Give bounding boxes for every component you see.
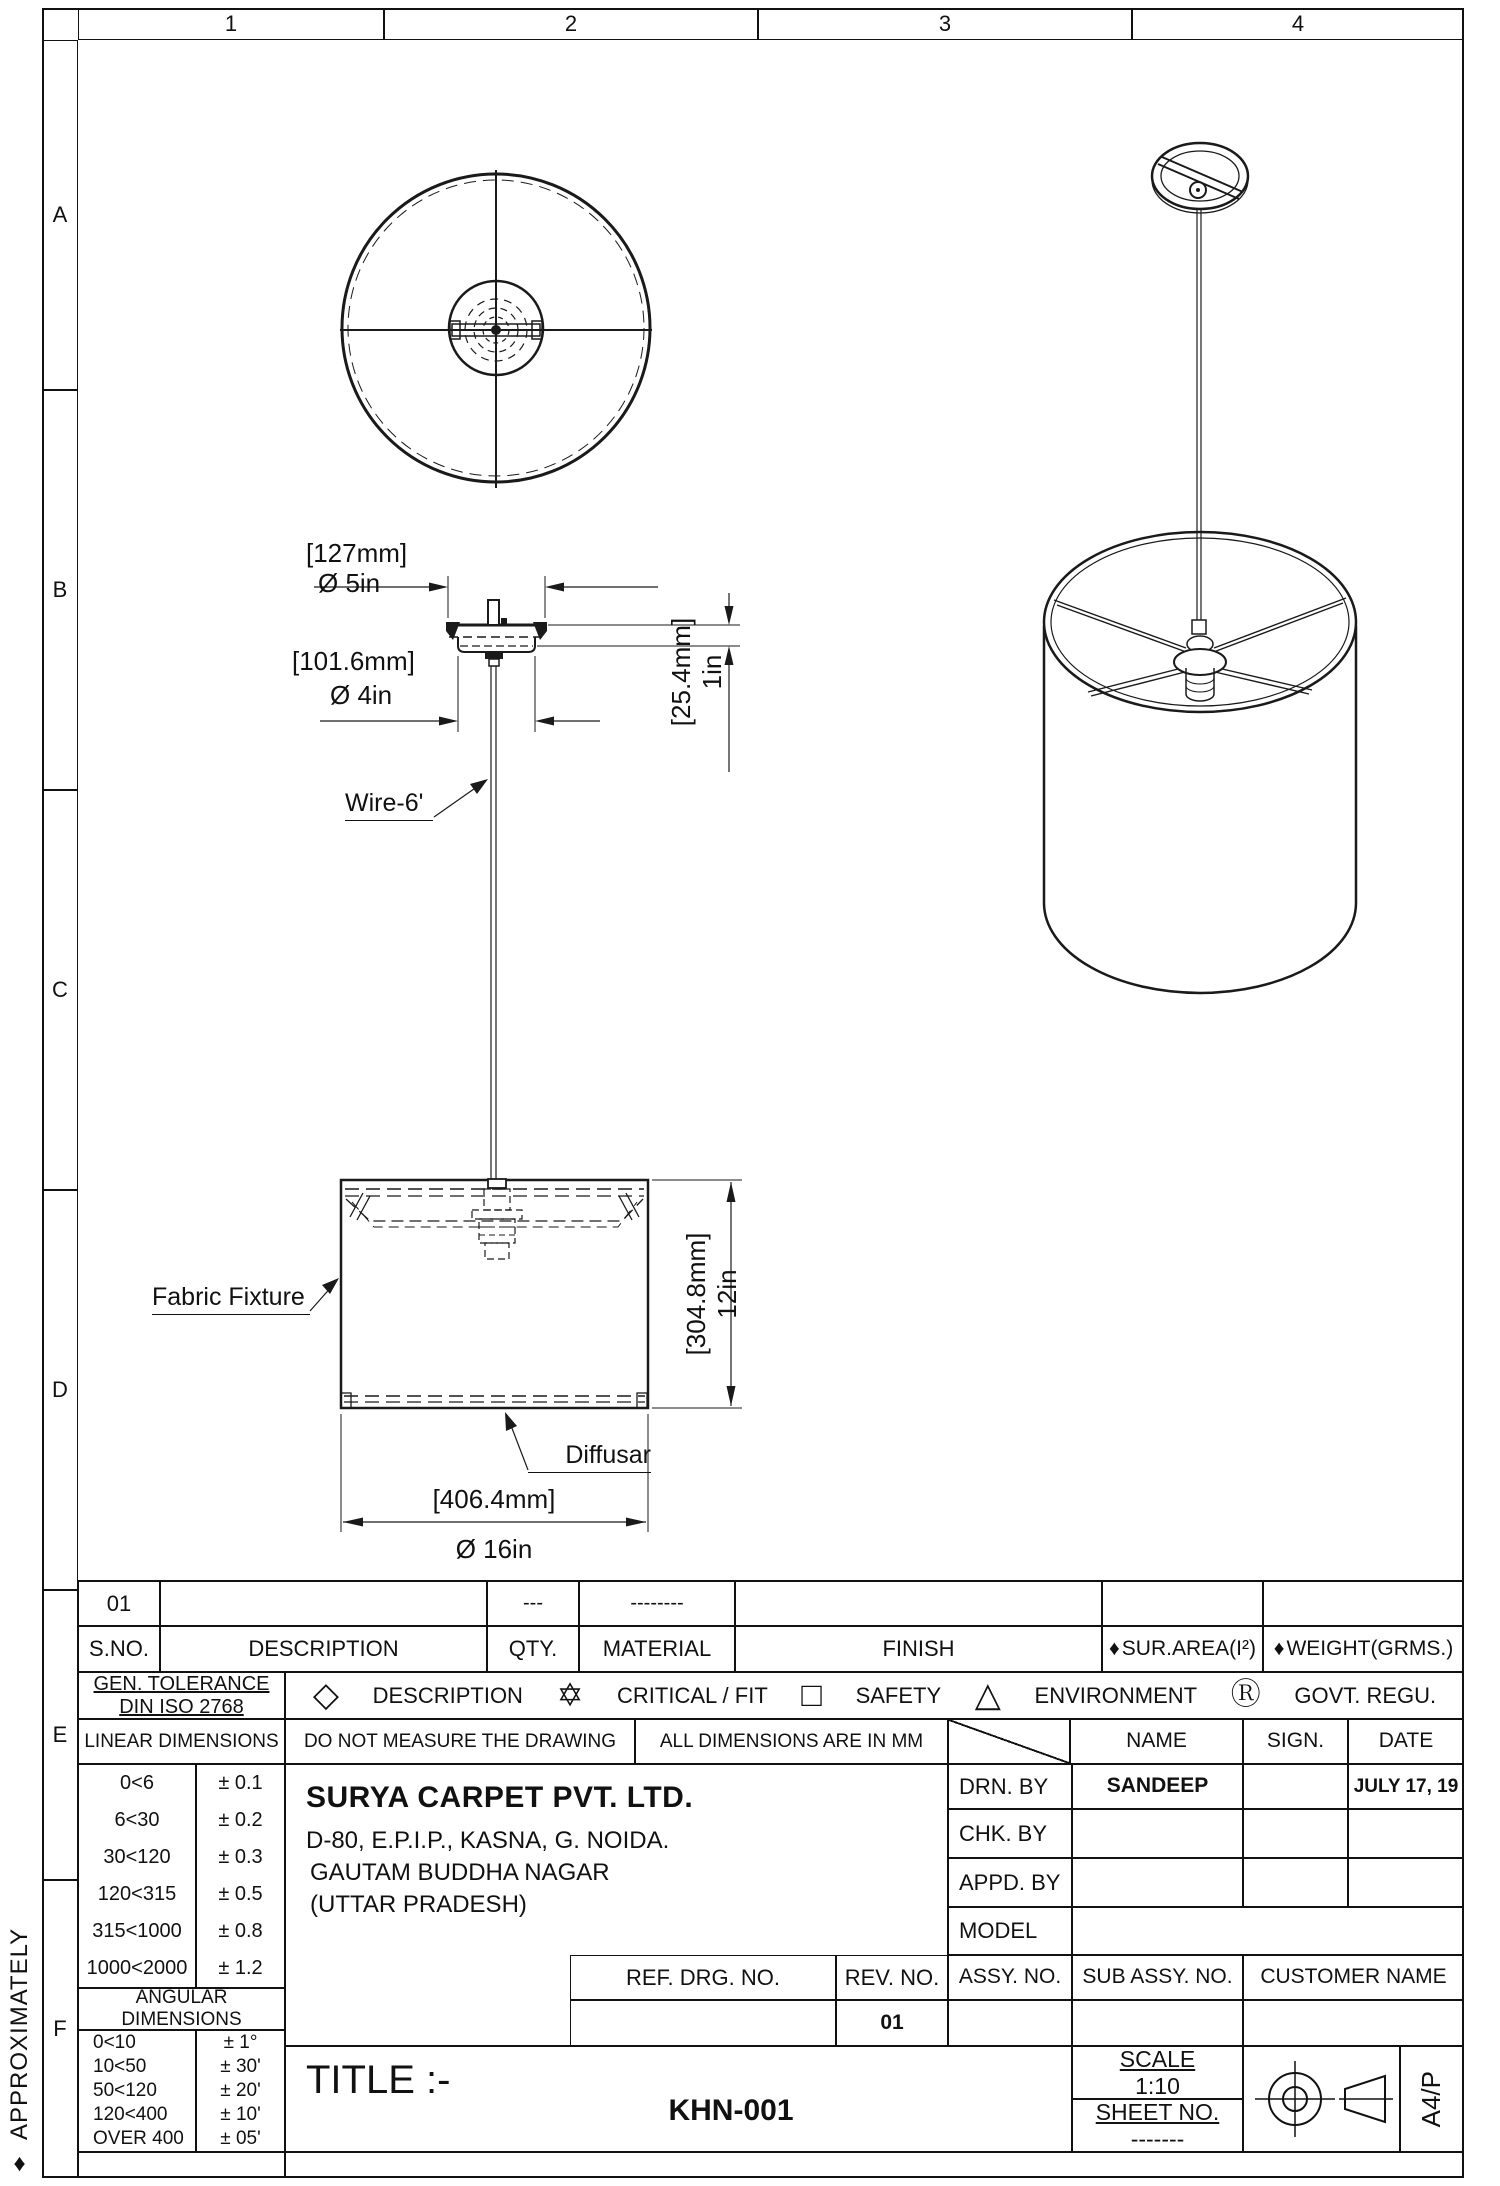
zone-row-f: F (42, 1880, 78, 2178)
drn-by-label: DRN. BY (948, 1764, 1072, 1809)
zone-col-1: 1 (78, 8, 384, 40)
dim-1in-text (666, 582, 727, 762)
ang-tol-5: ± 05' (220, 2128, 261, 2150)
symbol-legend-cell (285, 1672, 1464, 1719)
title-cell (285, 2046, 1072, 2152)
lin-range-5: 315<1000 (92, 1920, 182, 1942)
approx-diamond-icon: ♦ (1273, 1636, 1285, 1660)
sheet-no-value: ------- (1130, 2125, 1185, 2152)
margin-note-label: APPROXIMATELY (6, 1927, 33, 2140)
legend-safety: SAFETY (855, 1682, 942, 1708)
dim-12in-text (681, 1189, 742, 1399)
bom-qty-value: --- (487, 1580, 579, 1626)
rev-header: REV. NO. (836, 1955, 948, 2000)
bom-finish-header: FINISH (735, 1626, 1102, 1672)
bom-surarea-label: SUR.AREA(I²) (1121, 1636, 1256, 1660)
fabric-fixture-label: Fabric Fixture (152, 1283, 310, 1315)
bom-weight-value (1263, 1580, 1464, 1626)
lin-tol-4: ± 0.5 (218, 1883, 263, 1905)
linear-tol-ranges (78, 1764, 196, 1988)
gen-tolerance-line2: DIN ISO 2768 (119, 1695, 244, 1718)
dim-1in-mm: [25.4mm] (666, 617, 696, 727)
paper-size-label: A4/P (1416, 2070, 1447, 2128)
bom-sno-value: 01 (78, 1580, 160, 1626)
bottom-empty-strip (285, 2152, 1464, 2178)
bom-description-value (160, 1580, 487, 1626)
bom-finish-value (735, 1580, 1102, 1626)
date-header: DATE (1348, 1719, 1464, 1764)
ang-range-1: 0<10 (93, 2032, 136, 2054)
dim-4in-mm: [101.6mm] (292, 646, 415, 676)
angular-dimensions-header: ANGULAR DIMENSIONS (78, 1988, 285, 2030)
legend-govt-regu: GOVT. REGU. (1294, 1682, 1437, 1708)
legend-description: DESCRIPTION (372, 1682, 523, 1708)
gen-tolerance-cell (78, 1672, 285, 1719)
appd-by-name (1072, 1858, 1243, 1907)
lin-range-6: 1000<2000 (86, 1957, 188, 1979)
linear-tol-values (196, 1764, 285, 1988)
company-address-3: (UTTAR PRADESH) (310, 1891, 527, 1918)
company-name: SURYA CARPET PVT. LTD. (306, 1781, 694, 1814)
assy-no-value (948, 2000, 1072, 2046)
bom-material-header: MATERIAL (579, 1626, 735, 1672)
lin-tol-6: ± 1.2 (218, 1957, 263, 1979)
lin-range-2: 6<30 (114, 1809, 160, 1831)
dim-1in-inch: 1in (697, 654, 727, 690)
chk-by-sign (1243, 1809, 1348, 1858)
linear-dimensions-header: LINEAR DIMENSIONS (78, 1719, 285, 1764)
sub-assy-no-value (1072, 2000, 1243, 2046)
bom-sno-header: S.NO. (78, 1626, 160, 1672)
ang-range-3: 50<120 (93, 2080, 157, 2102)
angular-tol-ranges (78, 2030, 196, 2152)
note-dimensions-mm: ALL DIMENSIONS ARE IN MM (635, 1719, 948, 1764)
company-address-1: D-80, E.P.I.P., KASNA, G. NOIDA. (306, 1827, 670, 1854)
scale-label: SCALE (1119, 2046, 1196, 2073)
customer-name-value (1243, 2000, 1464, 2046)
legend-critical-fit: CRITICAL / FIT (617, 1682, 768, 1708)
ang-range-5: OVER 400 (93, 2128, 184, 2150)
sheet-no-cell (1072, 2099, 1243, 2152)
bom-weight-header (1263, 1626, 1464, 1672)
model-label: MODEL (948, 1907, 1072, 1955)
assy-no-header: ASSY. NO. (948, 1955, 1072, 2000)
zone-row-c: C (42, 790, 78, 1190)
zone-row-a: A (42, 40, 78, 390)
drawing-number: KHN-001 (668, 2094, 794, 2127)
ang-tol-1: ± 1° (223, 2032, 258, 2054)
bom-description-header: DESCRIPTION (160, 1626, 487, 1672)
dim-12in-inch: 12in (712, 1269, 742, 1319)
ang-range-4: 120<400 (93, 2104, 168, 2126)
ang-tol-3: ± 20' (220, 2080, 261, 2102)
dim-5in-mm: [127mm] (306, 538, 408, 568)
chk-by-name (1072, 1809, 1243, 1858)
wire-label: Wire-6' (345, 789, 433, 821)
drn-by-sign (1243, 1764, 1348, 1809)
appd-by-date (1348, 1858, 1464, 1907)
ref-drg-value (570, 2000, 836, 2046)
bom-surarea-header (1102, 1626, 1263, 1672)
zone-col-3: 3 (758, 8, 1132, 40)
lin-tol-2: ± 0.2 (218, 1809, 263, 1831)
ang-range-2: 10<50 (93, 2056, 147, 2078)
open-diamond-icon: ◇ (312, 1675, 339, 1714)
scale-value: 1:10 (1135, 2072, 1180, 2099)
legend-environment: ENVIRONMENT (1034, 1682, 1198, 1708)
square-icon: □ (801, 1675, 822, 1714)
approx-diamond-icon: ♦ (6, 2150, 33, 2178)
star-icon: ✡ (556, 1677, 584, 1714)
rev-value: 01 (836, 2000, 948, 2046)
projection-cell (1243, 2046, 1400, 2152)
dim-16in-inch: Ø 16in (455, 1534, 533, 1564)
zone-row-e: E (42, 1590, 78, 1880)
chk-by-label: CHK. BY (948, 1809, 1072, 1858)
ang-tol-4: ± 10' (220, 2104, 261, 2126)
customer-name-header: CUSTOMER NAME (1243, 1955, 1464, 2000)
chk-by-date (1348, 1809, 1464, 1858)
lin-tol-1: ± 0.1 (218, 1772, 263, 1794)
lin-tol-5: ± 0.8 (218, 1920, 263, 1942)
bom-weight-label: WEIGHT(GRMS.) (1286, 1636, 1454, 1660)
ref-drg-header: REF. DRG. NO. (570, 1955, 836, 2000)
dim-12in-mm: [304.8mm] (681, 1232, 711, 1356)
company-address-2: GAUTAM BUDDHA NAGAR (310, 1859, 610, 1886)
bom-qty-header: QTY. (487, 1626, 579, 1672)
margin-approx-note (2, 1420, 38, 2178)
circle-r-icon: Ⓡ (1230, 1678, 1261, 1712)
lin-range-1: 0<6 (120, 1772, 154, 1794)
appd-by-label: APPD. BY (948, 1858, 1072, 1907)
lin-tol-3: ± 0.3 (218, 1846, 263, 1868)
third-angle-projection-icon (1247, 2049, 1397, 2149)
zone-col-2: 2 (384, 8, 758, 40)
model-value (1072, 1907, 1464, 1955)
ang-tol-2: ± 30' (220, 2056, 261, 2078)
lin-range-4: 120<315 (97, 1883, 177, 1905)
sub-assy-no-header: SUB ASSY. NO. (1072, 1955, 1243, 2000)
left-bottom-empty (78, 2152, 285, 2178)
scale-cell (1072, 2046, 1243, 2099)
diffuser-label: Diffusar (528, 1441, 651, 1473)
title-label: TITLE :- (306, 2058, 451, 2102)
bom-surarea-value (1102, 1580, 1263, 1626)
approx-diamond-icon: ♦ (1109, 1636, 1120, 1660)
lin-range-3: 30<120 (103, 1846, 171, 1868)
dim-4in-inch: Ø 4in (330, 680, 393, 710)
bom-material-value: -------- (579, 1580, 735, 1626)
zone-row-d: D (42, 1190, 78, 1590)
diagonal-cell (948, 1719, 1070, 1764)
dim-16in-mm: [406.4mm] (432, 1484, 556, 1514)
note-do-not-measure: DO NOT MEASURE THE DRAWING (285, 1719, 635, 1764)
drn-by-name: SANDEEP (1072, 1764, 1243, 1809)
drn-by-date: JULY 17, 19 (1348, 1764, 1464, 1809)
paper-size-cell (1400, 2046, 1464, 2152)
angular-tol-values (196, 2030, 285, 2152)
zone-col-4: 4 (1132, 8, 1464, 40)
zone-row-b: B (42, 390, 78, 790)
gen-tolerance-line1: GEN. TOLERANCE (93, 1672, 270, 1695)
triangle-icon: △ (974, 1675, 1001, 1714)
appd-by-sign (1243, 1858, 1348, 1907)
sheet-no-label: SHEET NO. (1095, 2099, 1220, 2126)
name-header: NAME (1070, 1719, 1243, 1764)
sign-header: SIGN. (1243, 1719, 1348, 1764)
dim-5in-inch: Ø 5in (318, 568, 381, 598)
